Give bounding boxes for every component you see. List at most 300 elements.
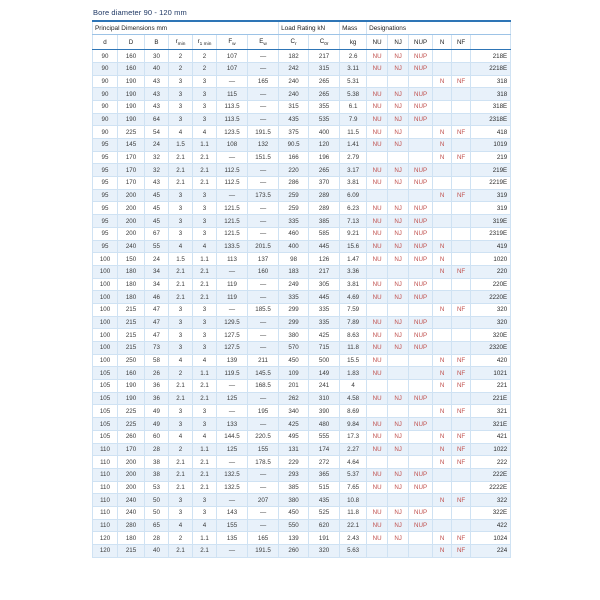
table-cell: 225 [118, 418, 145, 431]
designation-type-cell: NU [367, 329, 388, 342]
designation-type-cell: NU [367, 202, 388, 215]
table-cell: 200 [118, 215, 145, 228]
table-cell: 165 [248, 532, 279, 545]
table-cell: 1.41 [340, 139, 367, 152]
table-cell: 3 [193, 342, 217, 355]
designation-type-cell [452, 215, 471, 228]
designation-type-cell: NF [452, 367, 471, 380]
table-cell: 32 [145, 151, 169, 164]
table-cell: — [248, 519, 279, 532]
designation-type-cell: NJ [388, 139, 409, 152]
table-cell: 620 [309, 519, 340, 532]
table-cell: 480 [309, 418, 340, 431]
table-cell: 190 [118, 88, 145, 101]
table-cell: 60 [145, 430, 169, 443]
table-cell: 40 [145, 62, 169, 75]
table-row [93, 506, 511, 519]
table-cell: 38 [145, 468, 169, 481]
table-cell: 47 [145, 329, 169, 342]
table-cell: 260 [279, 545, 309, 558]
designation-type-cell: NUP [409, 329, 433, 342]
designation-type-cell: N [433, 75, 452, 88]
table-cell: 90 [93, 75, 118, 88]
table-cell: 335 [279, 215, 309, 228]
table-cell: 5.37 [340, 468, 367, 481]
table-cell: 5.38 [340, 88, 367, 101]
table-row [93, 329, 511, 342]
table-cell: 3 [193, 494, 217, 507]
table-cell: 3 [169, 202, 193, 215]
designation-type-cell [367, 456, 388, 469]
table-cell: 170 [118, 443, 145, 456]
table-row [93, 88, 511, 101]
table-cell: 36 [145, 380, 169, 393]
table-cell: 100 [93, 329, 118, 342]
table-cell: 132 [248, 139, 279, 152]
column-header-nf [452, 35, 471, 50]
designation-type-cell: NUP [409, 519, 433, 532]
designation-type-cell: NF [452, 532, 471, 545]
table-cell: 2.27 [340, 443, 367, 456]
designation-number-cell: 318 [471, 75, 511, 88]
table-cell: 180 [118, 532, 145, 545]
table-cell: 90 [93, 88, 118, 101]
table-cell: 3 [193, 189, 217, 202]
table-cell: 174 [309, 443, 340, 456]
table-row [93, 164, 511, 177]
table-cell: 240 [118, 240, 145, 253]
designation-type-cell [433, 215, 452, 228]
table-cell: 9.21 [340, 227, 367, 240]
table-cell: — [248, 100, 279, 113]
table-cell: 435 [279, 113, 309, 126]
table-cell: 129.5 [217, 316, 248, 329]
table-cell: 100 [93, 291, 118, 304]
designation-type-cell: N [433, 405, 452, 418]
designation-type-cell: N [433, 456, 452, 469]
table-cell: 335 [309, 303, 340, 316]
designation-type-cell: N [433, 240, 452, 253]
column-header-nj [388, 35, 409, 50]
table-cell: 105 [93, 367, 118, 380]
table-cell: 53 [145, 481, 169, 494]
designation-type-cell: NUP [409, 291, 433, 304]
table-cell: 139 [279, 532, 309, 545]
table-cell: 110 [93, 519, 118, 532]
table-cell: 265 [309, 75, 340, 88]
table-cell: 151.5 [248, 151, 279, 164]
designation-type-cell [367, 494, 388, 507]
designation-type-cell [388, 151, 409, 164]
table-cell: 24 [145, 253, 169, 266]
table-cell: 191.5 [248, 126, 279, 139]
column-header-r-min [169, 35, 193, 50]
column-header-b [145, 35, 169, 50]
table-cell: 73 [145, 342, 169, 355]
designation-type-cell: NUP [409, 253, 433, 266]
table-cell: 2.1 [193, 456, 217, 469]
table-row [93, 151, 511, 164]
table-cell: 249 [279, 278, 309, 291]
table-cell: — [248, 291, 279, 304]
table-cell: 240 [279, 88, 309, 101]
table-cell: 155 [248, 443, 279, 456]
table-cell: 7.65 [340, 481, 367, 494]
designation-type-cell: NU [367, 342, 388, 355]
table-cell: 105 [93, 405, 118, 418]
table-cell: 170 [118, 177, 145, 190]
table-cell: 105 [93, 430, 118, 443]
designation-type-cell: NUP [409, 100, 433, 113]
table-row [93, 113, 511, 126]
table-cell: 200 [118, 468, 145, 481]
table-cell: 370 [309, 177, 340, 190]
group-header-designations: Designations [367, 21, 511, 35]
table-cell: 259 [279, 189, 309, 202]
table-cell: 143 [217, 506, 248, 519]
designation-type-cell: NU [367, 532, 388, 545]
designation-type-cell: NJ [388, 468, 409, 481]
designation-type-cell: NJ [388, 50, 409, 63]
table-cell: 98 [279, 253, 309, 266]
designation-type-cell [367, 545, 388, 558]
designation-number-cell: 221E [471, 392, 511, 405]
designation-type-cell: NU [367, 430, 388, 443]
table-cell: 225 [118, 405, 145, 418]
designation-type-cell: N [433, 303, 452, 316]
designation-type-cell [367, 405, 388, 418]
table-cell: — [217, 189, 248, 202]
table-row [93, 139, 511, 152]
table-cell: 3 [169, 113, 193, 126]
table-row [93, 215, 511, 228]
table-cell: 3 [169, 100, 193, 113]
designation-type-cell: NJ [388, 240, 409, 253]
designation-type-cell: NF [452, 75, 471, 88]
table-cell: 525 [309, 506, 340, 519]
table-cell: 43 [145, 100, 169, 113]
table-cell: 2.1 [169, 456, 193, 469]
designation-type-cell [367, 380, 388, 393]
designation-number-cell: 322E [471, 506, 511, 519]
table-cell: 121.5 [217, 215, 248, 228]
table-cell: 200 [118, 202, 145, 215]
table-cell: 220 [279, 164, 309, 177]
table-cell: 36 [145, 392, 169, 405]
table-row [93, 418, 511, 431]
column-label: NUP [414, 38, 428, 46]
table-cell: 201.5 [248, 240, 279, 253]
designation-number-cell: 2218E [471, 62, 511, 75]
table-cell: 2.1 [169, 545, 193, 558]
designation-type-cell: NF [452, 354, 471, 367]
table-cell: 45 [145, 215, 169, 228]
column-header-r-1min [193, 35, 217, 50]
designation-number-cell: 1024 [471, 532, 511, 545]
designation-type-cell [409, 126, 433, 139]
table-cell: 2 [169, 50, 193, 63]
table-row [93, 430, 511, 443]
table-cell: 400 [279, 240, 309, 253]
table-cell: 15.6 [340, 240, 367, 253]
table-cell: 425 [279, 418, 309, 431]
designation-type-cell: NF [452, 494, 471, 507]
designation-type-cell: NJ [388, 342, 409, 355]
designation-type-cell: NF [452, 380, 471, 393]
table-cell: 265 [309, 88, 340, 101]
designation-type-cell [452, 139, 471, 152]
table-cell: 190 [118, 392, 145, 405]
designation-type-cell [409, 532, 433, 545]
column-label-subscript: min [177, 41, 186, 47]
table-cell: 250 [118, 354, 145, 367]
table-cell: 180 [118, 265, 145, 278]
table-cell: 535 [309, 113, 340, 126]
designation-type-cell [452, 50, 471, 63]
table-cell: 7.89 [340, 316, 367, 329]
column-header-nu [367, 35, 388, 50]
designation-type-cell: NUP [409, 62, 433, 75]
designation-type-cell [433, 316, 452, 329]
table-row [93, 456, 511, 469]
designation-type-cell: NU [367, 367, 388, 380]
table-cell: 110 [93, 443, 118, 456]
table-cell: 131 [279, 443, 309, 456]
table-cell: 160 [248, 265, 279, 278]
designation-number-cell: 419 [471, 240, 511, 253]
designation-type-cell: NUP [409, 316, 433, 329]
designation-number-cell: 321 [471, 405, 511, 418]
column-label-subscript: w [232, 41, 236, 47]
table-cell: 215 [118, 303, 145, 316]
designation-type-cell [388, 265, 409, 278]
table-cell: 715 [309, 342, 340, 355]
table-cell: 190 [118, 380, 145, 393]
table-cell: 315 [279, 100, 309, 113]
table-cell: 132.5 [217, 481, 248, 494]
designation-type-cell: N [433, 430, 452, 443]
table-cell: 7.13 [340, 215, 367, 228]
table-cell: 1.5 [169, 139, 193, 152]
designation-number-cell: 320 [471, 316, 511, 329]
table-cell: 180 [118, 291, 145, 304]
table-cell: — [248, 113, 279, 126]
designation-type-cell: NU [367, 88, 388, 101]
table-cell: 90 [93, 100, 118, 113]
table-cell: — [217, 265, 248, 278]
designation-type-cell [452, 278, 471, 291]
designation-type-cell: NF [452, 303, 471, 316]
table-cell: 400 [309, 126, 340, 139]
table-cell: 3 [193, 202, 217, 215]
designation-type-cell [452, 100, 471, 113]
table-cell: 3 [169, 303, 193, 316]
table-cell: 1.1 [193, 253, 217, 266]
designation-type-cell [409, 494, 433, 507]
designation-type-cell [452, 481, 471, 494]
designation-number-cell: 319 [471, 202, 511, 215]
designation-type-cell [433, 202, 452, 215]
designation-number-cell: 422 [471, 519, 511, 532]
table-cell: 190 [118, 113, 145, 126]
column-header-d [118, 35, 145, 50]
designation-type-cell [409, 75, 433, 88]
table-cell: 160 [118, 62, 145, 75]
table-cell: 15.5 [340, 354, 367, 367]
table-cell: 126 [309, 253, 340, 266]
designation-type-cell [409, 189, 433, 202]
table-cell: 144.5 [217, 430, 248, 443]
table-cell: 50 [145, 494, 169, 507]
table-cell: 585 [309, 227, 340, 240]
table-cell: 165 [248, 75, 279, 88]
table-cell: 6.1 [340, 100, 367, 113]
designation-number-cell: 322 [471, 494, 511, 507]
designation-type-cell: NUP [409, 215, 433, 228]
table-cell: 32 [145, 164, 169, 177]
table-cell: 64 [145, 113, 169, 126]
designation-type-cell: NUP [409, 227, 433, 240]
table-cell: — [248, 164, 279, 177]
designation-number-cell: 220 [471, 265, 511, 278]
designation-type-cell: NU [367, 100, 388, 113]
table-cell: — [217, 494, 248, 507]
table-cell: 265 [309, 164, 340, 177]
table-cell: 11.8 [340, 506, 367, 519]
designation-number-cell: 219 [471, 151, 511, 164]
designation-number-cell: 318 [471, 88, 511, 101]
table-cell: 3 [169, 418, 193, 431]
designation-type-cell [409, 545, 433, 558]
table-cell: 217 [309, 265, 340, 278]
table-cell: 4 [193, 519, 217, 532]
table-cell: 109 [279, 367, 309, 380]
table-cell: 1.5 [169, 253, 193, 266]
designation-type-cell: NU [367, 443, 388, 456]
table-row [93, 342, 511, 355]
table-cell: 200 [118, 456, 145, 469]
table-cell: 2.1 [193, 278, 217, 291]
table-cell: 4 [169, 354, 193, 367]
designation-type-cell: N [433, 126, 452, 139]
designation-type-cell [409, 443, 433, 456]
table-cell: 49 [145, 418, 169, 431]
table-cell: 3 [193, 329, 217, 342]
table-cell: 2 [193, 62, 217, 75]
table-cell: 67 [145, 227, 169, 240]
table-cell: 180 [118, 278, 145, 291]
table-cell: 137 [248, 253, 279, 266]
table-cell: 105 [93, 380, 118, 393]
table-cell: 450 [279, 354, 309, 367]
table-row [93, 443, 511, 456]
table-cell: 3 [193, 405, 217, 418]
designation-type-cell [452, 291, 471, 304]
column-label: NF [456, 38, 466, 46]
table-cell: 166 [279, 151, 309, 164]
designation-type-cell: NJ [388, 519, 409, 532]
designation-type-cell: NU [367, 113, 388, 126]
designation-type-cell: NU [367, 506, 388, 519]
designation-type-cell [433, 291, 452, 304]
table-cell: 3 [193, 100, 217, 113]
table-cell: 3 [193, 316, 217, 329]
designation-type-cell [452, 392, 471, 405]
table-cell: — [248, 506, 279, 519]
table-cell: 11.8 [340, 342, 367, 355]
table-cell: 160 [118, 50, 145, 63]
table-cell: 24 [145, 139, 169, 152]
table-cell: 2 [169, 62, 193, 75]
table-cell: 3 [169, 329, 193, 342]
table-cell: 3 [193, 303, 217, 316]
designation-type-cell [452, 253, 471, 266]
page-title: Bore diameter 90 - 120 mm [93, 8, 187, 17]
table-cell: 120 [309, 139, 340, 152]
table-cell: 289 [309, 189, 340, 202]
designation-type-cell: NF [452, 189, 471, 202]
designation-type-cell [452, 468, 471, 481]
table-cell: 110 [93, 506, 118, 519]
table-cell: 3 [193, 113, 217, 126]
table-cell: 105 [93, 392, 118, 405]
table-cell: 3 [169, 88, 193, 101]
table-cell: 2 [169, 443, 193, 456]
designation-number-cell: 2319E [471, 227, 511, 240]
designation-type-cell [433, 392, 452, 405]
table-cell: 5.31 [340, 75, 367, 88]
designation-type-cell: NUP [409, 392, 433, 405]
column-label: NJ [394, 38, 402, 46]
designation-type-cell [409, 139, 433, 152]
designation-type-cell: NUP [409, 50, 433, 63]
designation-type-cell: NU [367, 126, 388, 139]
table-cell: 3 [193, 215, 217, 228]
designation-type-cell [388, 189, 409, 202]
table-cell: 4 [169, 430, 193, 443]
designation-type-cell: NJ [388, 177, 409, 190]
table-cell: 110 [93, 468, 118, 481]
designation-type-cell [452, 342, 471, 355]
table-cell: 200 [118, 481, 145, 494]
table-cell: 4 [169, 240, 193, 253]
table-cell: 90 [93, 113, 118, 126]
designation-type-cell: NU [367, 240, 388, 253]
table-cell: 191.5 [248, 545, 279, 558]
table-cell: 113.5 [217, 100, 248, 113]
table-cell: 1.1 [193, 443, 217, 456]
designation-type-cell: NUP [409, 468, 433, 481]
designation-type-cell: NJ [388, 316, 409, 329]
designation-type-cell: NU [367, 291, 388, 304]
group-header-mass: Mass [340, 21, 367, 35]
column-header-n [433, 35, 452, 50]
table-cell: 10.8 [340, 494, 367, 507]
designation-type-cell: NUP [409, 342, 433, 355]
table-cell: 17.3 [340, 430, 367, 443]
designation-number-cell: 318E [471, 100, 511, 113]
designation-number-cell: 218E [471, 50, 511, 63]
table-cell: 259 [279, 202, 309, 215]
table-cell: 170 [118, 151, 145, 164]
designation-type-cell [409, 380, 433, 393]
table-row [93, 380, 511, 393]
designation-type-cell [388, 380, 409, 393]
designation-number-cell: 1022 [471, 443, 511, 456]
table-cell: 112.5 [217, 177, 248, 190]
table-cell: — [248, 88, 279, 101]
designation-type-cell [452, 88, 471, 101]
